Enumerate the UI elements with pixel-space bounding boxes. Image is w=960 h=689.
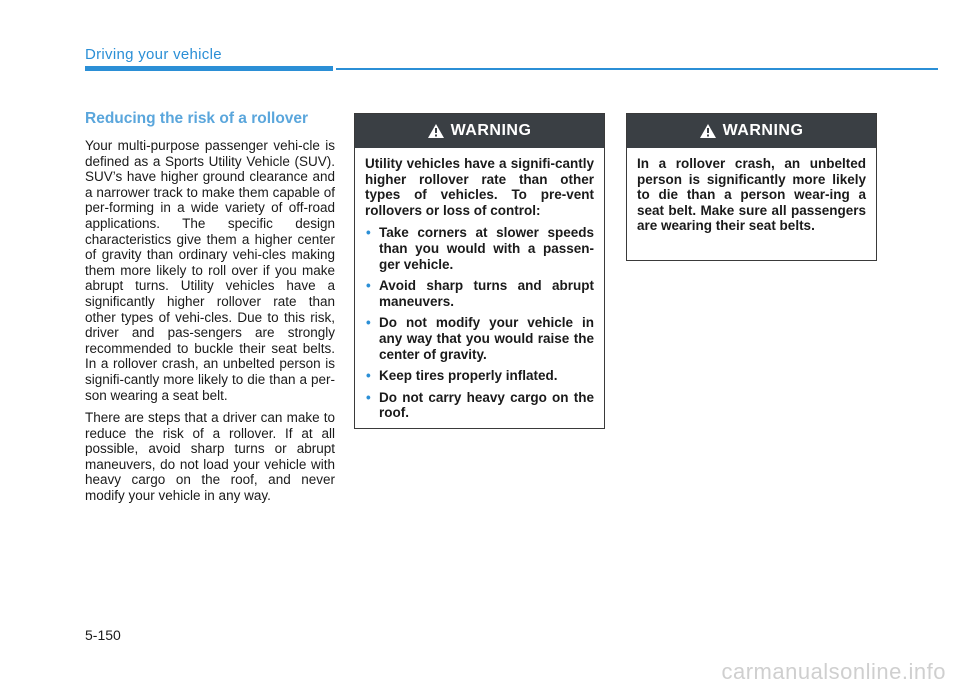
warning-title: WARNING <box>722 122 804 139</box>
warning-box-suv <box>354 113 605 429</box>
warning-box-seatbelt <box>626 113 877 261</box>
header-rule-thin <box>336 68 938 70</box>
watermark: carmanualsonline.info <box>721 659 946 684</box>
warning-title: WARNING <box>450 122 532 139</box>
warning-body <box>627 148 876 234</box>
rollover-section <box>85 110 335 511</box>
header-rule-thick <box>85 66 333 71</box>
warning-list-item: • Take corners at slower speeds than you would with a passen-ger vehicle. <box>366 225 594 272</box>
bullet-icon: • <box>366 225 371 241</box>
header-title: Driving your vehicle <box>85 46 222 63</box>
warning-list-item: • Keep tires properly inflated. <box>366 368 558 384</box>
warning-triangle-icon <box>700 124 716 138</box>
bullet-icon: • <box>366 389 371 405</box>
warning-list-item: • Avoid sharp turns and abrupt maneuvers. <box>366 278 594 309</box>
warning-list <box>365 225 594 421</box>
bullet-icon: • <box>366 368 371 384</box>
warning-triangle-icon <box>428 124 444 138</box>
warning-list-item: • Do not modify your vehicle in any way that you would raise the center of gravity. <box>366 315 594 362</box>
warning-text: In a rollover crash, an unbelted person is significantly more likely to die than a person wear-ing a seat belt. Make sure all passengers are wearing their seat belts. <box>637 156 866 234</box>
section-heading: Reducing the risk of a rollover <box>85 110 309 127</box>
page-number: 5-150 <box>85 627 121 643</box>
warning-body <box>355 148 604 421</box>
warning-header <box>627 114 876 148</box>
warning-intro: Utility vehicles have a signifi-cantly higher rollover rate than other types of vehicles. To pre-vent rollovers or loss of control: <box>365 156 594 218</box>
body-paragraph: There are steps that a driver can make to reduce the risk of a rollover. If at all possible, avoid sharp turns or abrupt maneuvers, do not load your vehicle with heavy cargo on the roof, and never modify your vehicle in any way. <box>85 410 335 504</box>
body-paragraph: Your multi-purpose passenger vehi-cle is defined as a Sports Utility Vehicle (SUV). SUV’s have higher ground clearance and a narrower track to make them capable of per-forming in a wide variety of off-road applications. The specific design characteristics give them a higher center of gravity than ordinary vehi-cles making them more likely to roll over if you make abrupt turns. Utility vehicles have a significantly higher rollover rate than other types of vehi-cles. Due to this risk, driver and pas-sengers are strongly recommended to buckle their seat belts. In a rollover crash, an unbelted person is signifi-cantly more likely to die than a per-son wearing a seat belt. <box>85 138 335 403</box>
warning-list-item: • Do not carry heavy cargo on the roof. <box>366 389 594 421</box>
warning-header <box>355 114 604 148</box>
bullet-icon: • <box>366 278 371 294</box>
bullet-icon: • <box>366 315 371 331</box>
